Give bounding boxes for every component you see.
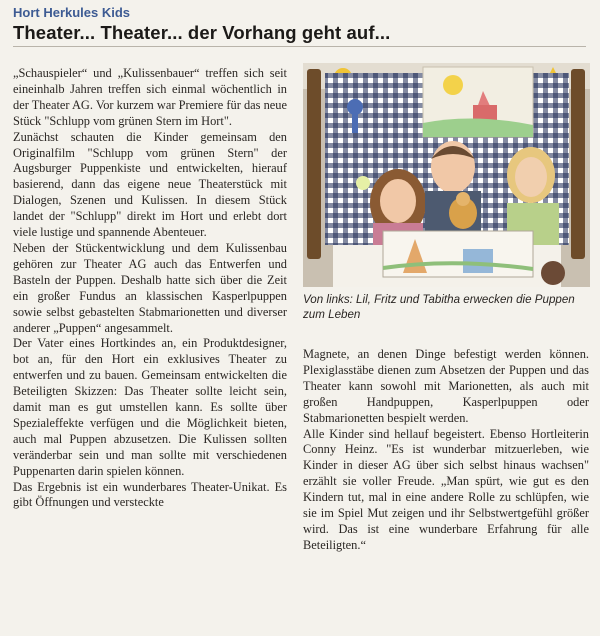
paragraph: „Schauspieler“ und „Kulissenbauer“ treffen sich seit eineinhalb Jahren treffen sich einmal wöchentlich in der Theater AG. Vor kurzem war Premiere für das neue Stück "Schlupp vom grünen Stern im Hort".: [13, 66, 287, 128]
photo-caption: Von links: Lil, Fritz und Tabitha erwecken die Puppen zum Leben: [303, 293, 575, 321]
section-kicker: Hort Herkules Kids: [13, 5, 131, 20]
paragraph: Der Vater eines Hortkindes an, ein Produktdesigner, bot an, für den Hort ein exklusives Theater zu entwerfen und zu bauen. Gemeinsam entwickelten die Beteiligten Skizzen: Das Theater sollte leicht sein, damit man es gut umstellen kann. Es sollte über Spezialeffekte verfügen und die Möglichkeit bieten, auch mal Puppen abzusetzen. Die Kulissen sollten veränderbar sein und man sollte mit verschiedenen Puppenarten darin spielen können.: [13, 336, 287, 478]
paragraph: Alle Kinder sind hellauf begeistert. Ebenso Hortleiterin Conny Heinz. "Es ist wunderbar mitzuerleben, wie Kinder in dieser AG über sich selbst hinaus wachsen" erzählt sie voller Freude. „Man spürt, wie gut es den Kindern tut, mal in eine andere Rolle zu schlüpfen, wie sie im Spiel Mut zeigen und ihr Selbstwertgefühl größer wird. Das ist eine wunderbare Erfahrung für alle Beteiligten.“: [303, 426, 589, 552]
paragraph: Magnete, an denen Dinge befestigt werden können. Plexiglasstäbe dienen zum Absetzen der Puppen und das Theater kann sowohl mit Marionetten, als auch mit großen Handpuppen, Kasperlpuppen oder Stabmarionetten bespielt werden.: [303, 347, 589, 425]
paragraph: Das Ergebnis ist ein wunderbares Theater-Unikat. Es gibt Öffnungen und versteckte: [13, 479, 287, 510]
article-photo: [303, 63, 590, 287]
paragraph: Zunächst schauten die Kinder gemeinsam den Originalfilm "Schlupp vom grünen Stern" der Augsburger Puppenkiste und entwickelten, hierauf basierend, dann das eigene neue Theaterstück mit Dialogen, Szenen und Kulissen. In diesem Stück landet der "Schlupp" direkt im Hort und erlebt dort viele lustige und spannende Abenteuer.: [13, 129, 287, 240]
article-headline: Theater... Theater... der Vorhang geht auf...: [13, 22, 391, 43]
puppet-theater-photo-illustration: [303, 63, 590, 287]
article-column-right: [303, 347, 589, 554]
article-column-left: [13, 66, 287, 511]
headline-rule: [13, 46, 586, 47]
paragraph: Neben der Stückentwicklung und dem Kulissenbau gehören zur Theater AG auch das Entwerfen und Basteln der Puppen. Deshalb hatte sich über die Zeit ein großer Fundus an klassischen Kasperlpuppen sowie selbst gebastelten Stabmarionetten und diverser anderer „Puppen“ angesammelt.: [13, 240, 287, 335]
